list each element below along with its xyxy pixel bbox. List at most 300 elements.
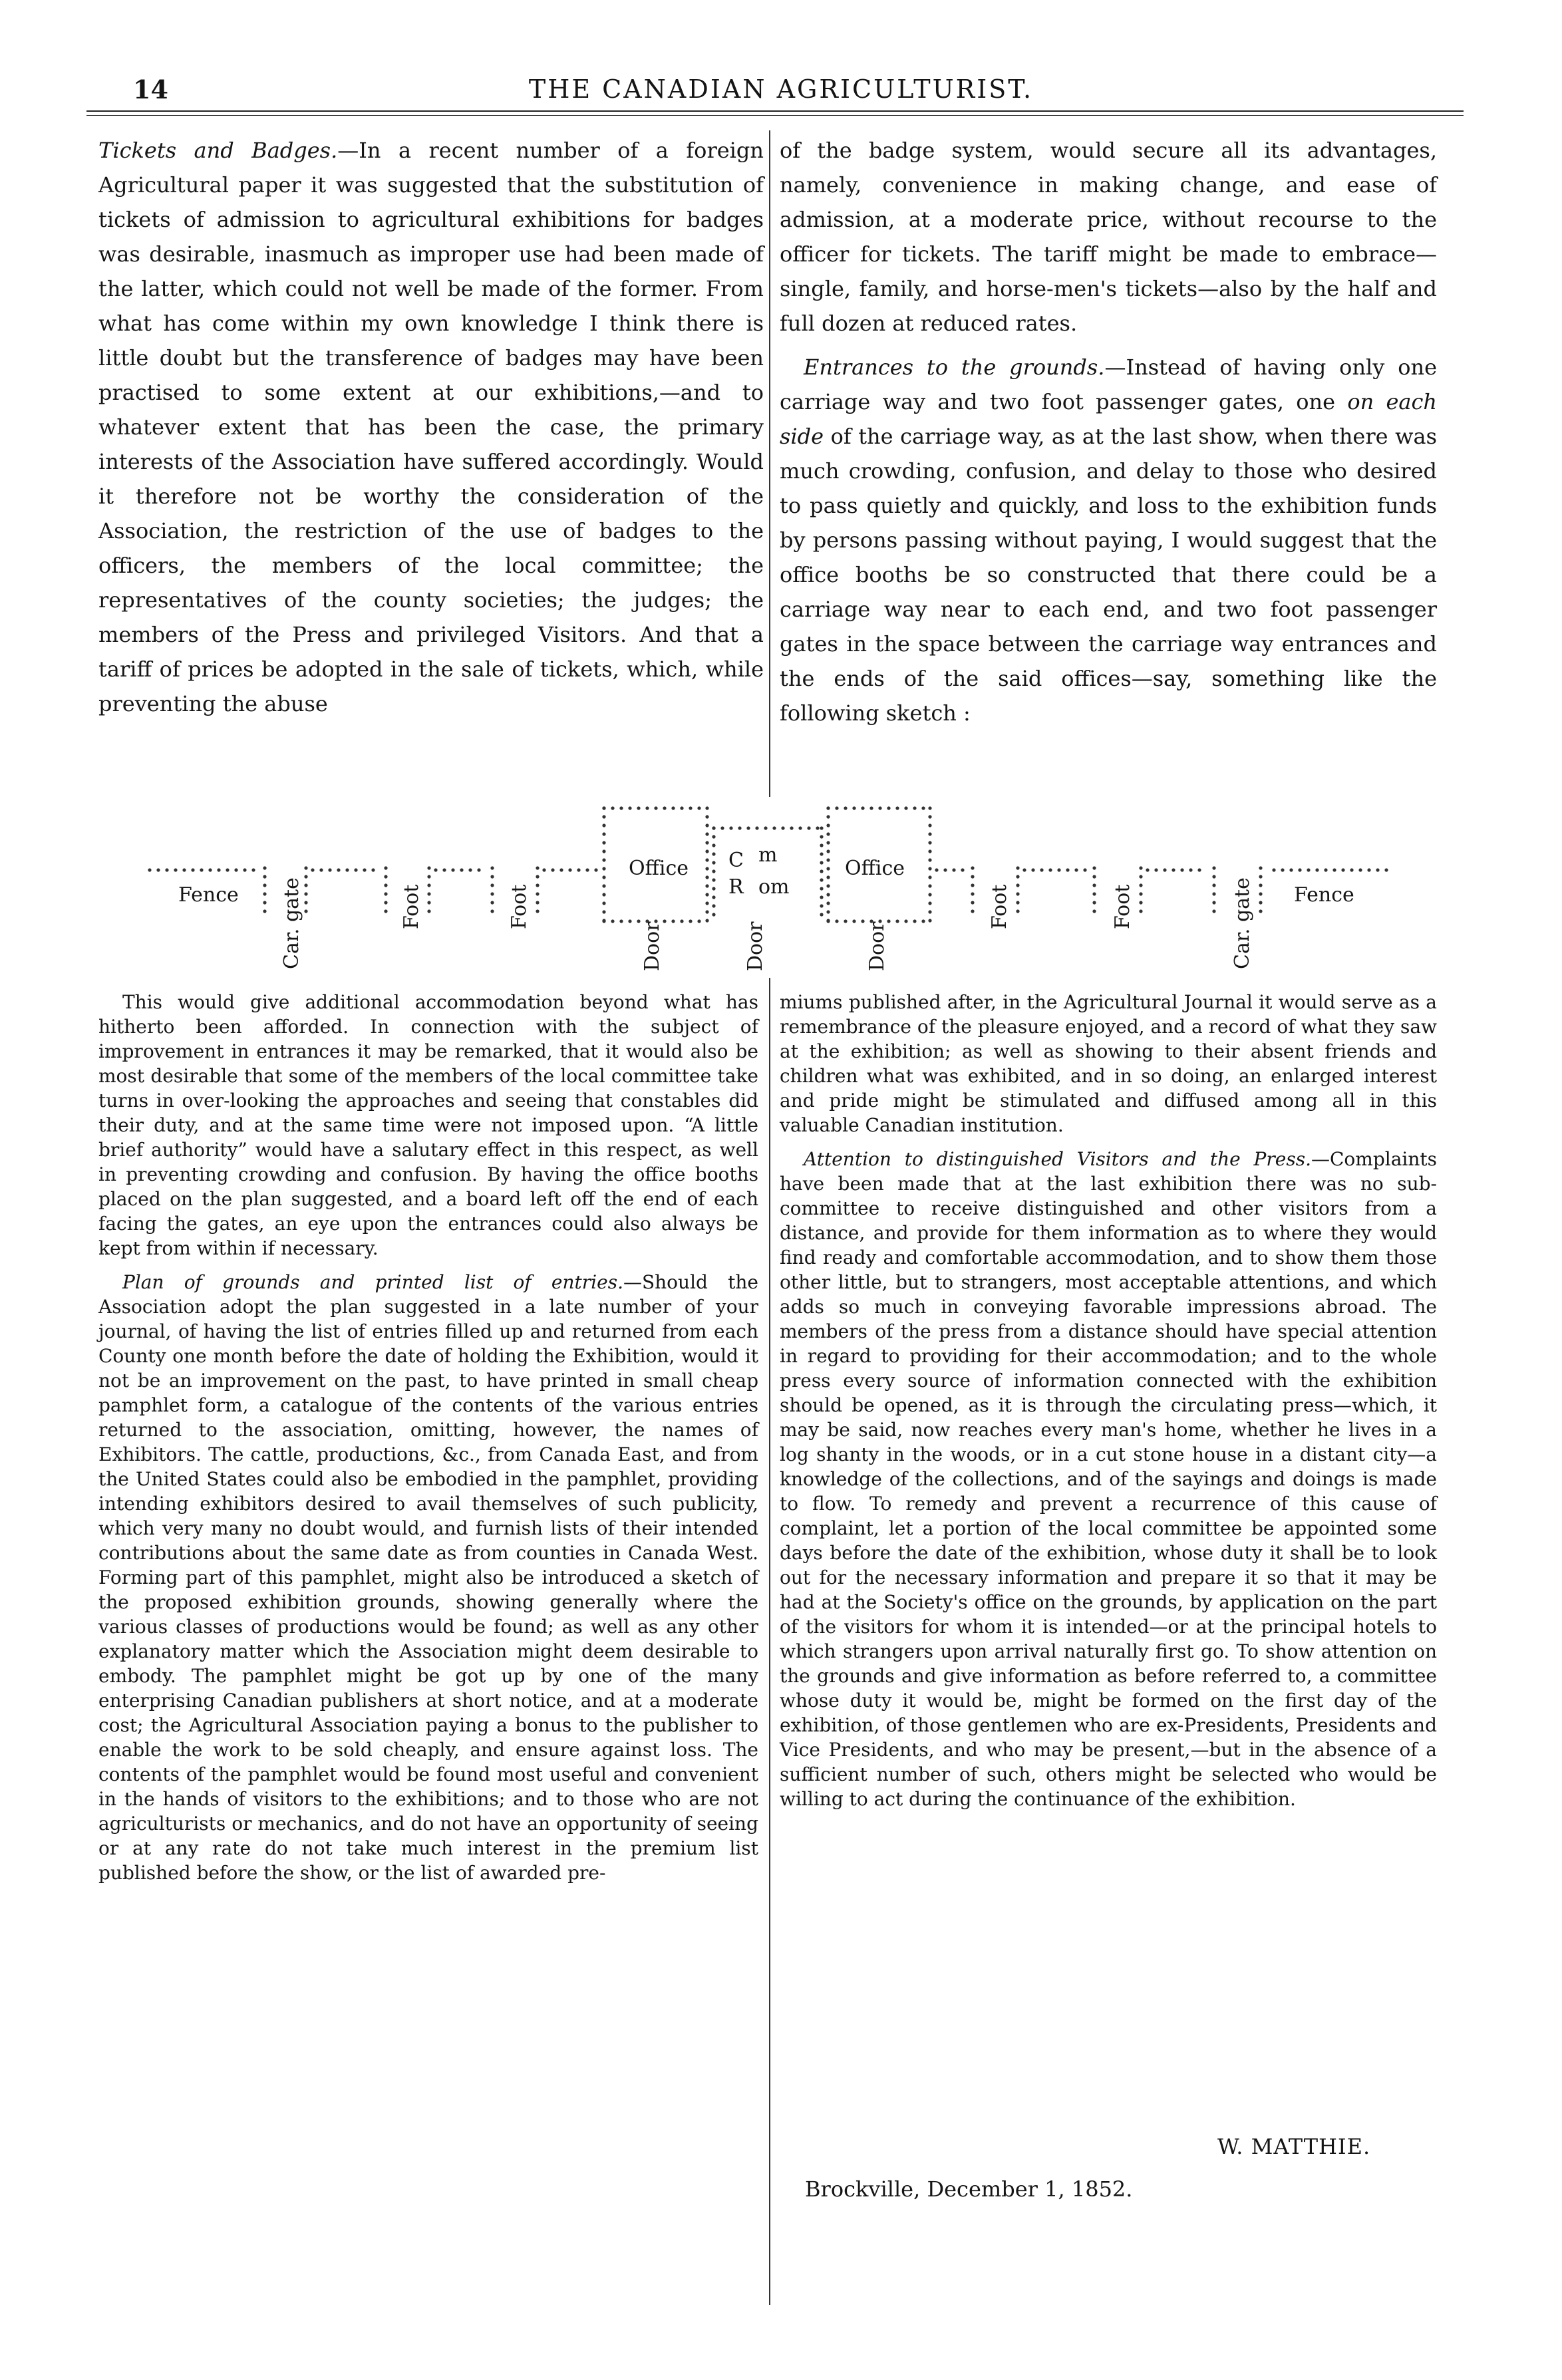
- sketch-dot: [712, 878, 715, 881]
- header-rule: [86, 110, 1464, 112]
- sketch-dot: [536, 866, 539, 869]
- sketch-dot: [1016, 892, 1019, 895]
- entrance-sketch-svg: [0, 795, 1562, 988]
- sketch-dot: [328, 868, 331, 871]
- sketch-dot: [928, 823, 931, 827]
- car-gate-left-label: Car. gate: [280, 877, 303, 969]
- badge-continuation-paragraph: of the badge system, would secure all its advantages, namely, convenience in making change, and ease of admission, at a moderate price, without recourse to the officer for tickets. The tariff might be made to embrace—single, family, and horse-men's tickets—also by the half and full dozen at reduced rates.: [780, 138, 1437, 336]
- sketch-dot: [243, 868, 246, 871]
- sketch-dot: [852, 919, 856, 923]
- sketch-dot: [345, 868, 349, 871]
- premiums-continuation-paragraph: miums published after, in the Agricultural Journal it would serve as a remembrance of the pleasure enjoyed, and a record of what they saw at the exhibition; as well as showing to their absent friends and children what was exhibited, and in so doing, an enlarged interest and pride might be stimulated and diffused among all in this valuable Canadian institution.: [780, 991, 1437, 1136]
- entrance-sketch: [0, 795, 1562, 988]
- sketch-dot: [1272, 868, 1275, 871]
- sketch-dot: [602, 867, 605, 870]
- sketch-dot: [536, 875, 539, 878]
- paragraph-text: —Should the Association adopt the plan suggested in a late number of your journal, of having the list of entries filled up and returned from each County one month before the date of holding the Exhibition, would it not be an improvement on the past, to have printed in small cheap pamphlet form, a catalogue of the contents of the various entries returned to the association, omitting, however, the names of Exhibitors. The cattle, productions, &c., from Canada East, and from the United States could also be embodied in the pamphlet, providing intending exhibitors desired to avail themselves of such publicity, which very many no doubt would, and furnish lists of their intended contributions about the same date as from counties in Canada West. Forming part of this pamphlet, might also be introduced a sketch of the proposed exhibition grounds, showing generally where the various classes of productions would be found; as well as any other explanatory matter which the Association might deem desirable to embody. The pamphlet might be got up by one of the many enterprising Canadian publishers at short notice, and at a moderate cost; the Agricultural Association paying a bonus to the publisher to enable the work to be sold cheaply, and ensure against loss. The contents of the pamphlet would be found most useful and convenient in the hands of visitors to the exhibitions; and to those who are not agriculturists or mechanics, and do not have an opportunity of seeing or at any rate do not take much interest in the premium list published before the show, or the list of awarded pre-: [98, 1271, 758, 1884]
- sketch-dot: [1048, 868, 1052, 871]
- sketch-dot: [551, 868, 554, 871]
- sketch-dot: [971, 892, 974, 895]
- sketch-dot: [304, 875, 307, 878]
- sketch-dot: [961, 868, 964, 871]
- sketch-dot: [165, 868, 168, 871]
- sketch-dot: [1066, 868, 1069, 871]
- sketch-dot: [536, 892, 539, 895]
- sketch-dot: [442, 868, 446, 871]
- sketch-dot: [384, 866, 387, 869]
- sketch-dot: [928, 841, 931, 844]
- office-right-label: Office: [845, 857, 905, 880]
- sketch-dot: [1092, 883, 1096, 887]
- sketch-dot: [1139, 901, 1142, 904]
- sketch-dot: [148, 868, 151, 871]
- sketch-dot: [705, 806, 708, 810]
- sketch-dot: [363, 868, 366, 871]
- sketch-dot: [1367, 868, 1370, 871]
- place-and-date: Brockville, December 1, 1852.: [805, 2176, 1133, 2202]
- sketch-dot: [705, 832, 708, 835]
- sketch-dot: [1259, 909, 1262, 913]
- sketch-dot: [602, 841, 605, 844]
- sketch-dot: [182, 868, 186, 871]
- sketch-dot: [536, 909, 539, 913]
- sketch-dot: [602, 884, 605, 887]
- sketch-dot: [943, 868, 947, 871]
- sketch-dot: [878, 806, 881, 810]
- door-label: Door: [641, 921, 664, 971]
- tickets-and-badges-paragraph: [98, 133, 764, 721]
- sketch-dot: [427, 875, 430, 878]
- sketch-dot: [712, 861, 715, 864]
- sketch-dot: [971, 883, 974, 887]
- sketch-dot: [434, 868, 437, 871]
- sketch-dot: [427, 909, 430, 913]
- sketch-dot: [1163, 868, 1166, 871]
- sketch-dot: [1376, 868, 1379, 871]
- sketch-dot: [611, 806, 614, 810]
- sketch-dot: [928, 901, 931, 905]
- sketch-dot: [705, 823, 708, 827]
- sketch-dot: [1212, 875, 1215, 878]
- sketch-dot: [861, 919, 864, 923]
- sketch-dot: [921, 919, 925, 923]
- sketch-dot: [191, 868, 194, 871]
- sketch-dot: [1016, 883, 1019, 887]
- sketch-dot: [1259, 875, 1262, 878]
- sketch-dot: [820, 843, 823, 847]
- sketch-dot: [971, 901, 974, 904]
- sketch-dot: [542, 868, 546, 871]
- sketch-dot: [1212, 866, 1215, 869]
- sketch-dot: [602, 806, 605, 810]
- sketch-dot: [1259, 901, 1262, 904]
- sketch-dot: [1212, 883, 1215, 887]
- sketch-dot: [826, 858, 830, 861]
- door-label: Door: [865, 921, 889, 971]
- sketch-dot: [602, 875, 605, 879]
- sketch-dot: [577, 868, 580, 871]
- sketch-dot: [689, 919, 692, 923]
- sketch-dot: [705, 884, 708, 887]
- foot-gate-label: Foot: [400, 884, 423, 929]
- sketch-dot: [602, 901, 605, 905]
- sketch-dot: [1259, 883, 1262, 887]
- sketch-dot: [835, 806, 838, 810]
- sketch-dot: [697, 806, 701, 810]
- sketch-dot: [1341, 868, 1344, 871]
- foot-gate-label: Foot: [988, 884, 1011, 929]
- sketch-dot: [712, 887, 715, 890]
- sketch-dot: [971, 909, 974, 913]
- author-signature: W. MATTHIE.: [1217, 2134, 1371, 2159]
- sketch-dot: [490, 875, 494, 878]
- sketch-dot: [826, 832, 830, 835]
- sketch-dot: [712, 904, 715, 907]
- column-divider-top: [769, 130, 770, 797]
- sketch-dot: [928, 875, 931, 879]
- sketch-dot: [1016, 866, 1019, 869]
- sketch-dot: [826, 867, 830, 870]
- paragraph-text: —Complaints have been made that at the last exhibition there was no sub-committee to receive distinguished and other visitors from a distance, and provide for them information as to where they would find ready and comfortable accommodation, and to show them those other little, but to strangers, most acceptable attentions, and which adds so much in conveying favorable impressions abroad. The members of the press from a distance should have special attention in regard to providing for their accommodation; and to the whole press every source of information connected with the exhibition should be opened, as it is through the circulating press—which, it may be said, now reaches every man's home, whether he lives in a log shanty in the woods, or in a cut stone house in a distant city—a knowledge of the collections, and of the sayings and doings is made to flow. To remedy and prevent a recurrence of this cause of complaint, let a portion of the local committee be appointed some days before the date of the exhibition, whose duty it shall be to look out for the necessary information and prepare it so that it may be had at the Society's office on the grounds, by application on the part of the visitors for whom it is intended—or at the principal hotels to which strangers upon arrival naturally first go. To show attention on the grounds and give information as before referred to, a committee whose duty it would be, might be formed on the first day of the exhibition, of those gentlemen who are ex-Presidents, Presidents and Vice Presidents, and who may be present,—but in the absence of a sufficient number of such, others might be selected who would be willing to act during the continuance of the exhibition.: [780, 1148, 1437, 1810]
- sketch-dot: [628, 919, 631, 923]
- sketch-dot: [1031, 868, 1034, 871]
- fence-left-label: Fence: [178, 883, 239, 907]
- sketch-dot: [826, 849, 830, 853]
- foot-gate-label: Foot: [1111, 884, 1134, 929]
- sketch-dot: [1139, 892, 1142, 895]
- sketch-dot: [304, 883, 307, 887]
- committee-room-label: m: [758, 843, 778, 867]
- sketch-dot: [427, 901, 430, 904]
- sketch-dot: [208, 868, 212, 871]
- sketch-dot: [602, 832, 605, 835]
- paragraph-text: —Instead of having only one carriage way and two foot passenger gates, one: [780, 355, 1437, 414]
- sketch-dot: [1092, 866, 1096, 869]
- sketch-dot: [251, 868, 255, 871]
- sketch-dot: [1332, 868, 1336, 871]
- sketch-dot: [602, 893, 605, 896]
- sketch-dot: [712, 895, 715, 899]
- sketch-dot: [887, 806, 890, 810]
- sketch-dot: [477, 868, 480, 871]
- sketch-dot: [427, 866, 430, 869]
- sketch-dot: [928, 867, 931, 870]
- sketch-dot: [913, 806, 916, 810]
- sketch-dot: [1083, 868, 1086, 871]
- sketch-dot: [1259, 866, 1262, 869]
- sketch-dot: [263, 883, 266, 887]
- sketch-dot: [820, 852, 823, 855]
- sketch-dot: [671, 806, 675, 810]
- sketch-dot: [602, 849, 605, 853]
- sketch-dot: [1298, 868, 1301, 871]
- sketch-dot: [1139, 875, 1142, 878]
- sketch-dot: [263, 909, 266, 913]
- sketch-dot: [1358, 868, 1362, 871]
- sketch-dot: [826, 806, 830, 810]
- sketch-dot: [1057, 868, 1060, 871]
- sketch-dot: [602, 910, 605, 913]
- entrances-paragraph: [780, 350, 1437, 730]
- sketch-dot: [602, 823, 605, 827]
- sketch-dot: [705, 893, 708, 896]
- sketch-dot: [384, 909, 387, 913]
- sketch-dot: [384, 875, 387, 878]
- sketch-dot: [826, 919, 830, 923]
- sketch-dot: [689, 806, 692, 810]
- sketch-dot: [1092, 909, 1096, 913]
- sketch-dot: [1197, 868, 1201, 871]
- foot-gate-label: Foot: [508, 884, 531, 929]
- sketch-dot: [746, 826, 750, 829]
- sketch-dot: [705, 901, 708, 905]
- sketch-dot: [680, 806, 683, 810]
- sketch-dot: [826, 910, 830, 913]
- sketch-dot: [820, 904, 823, 907]
- top-left-column: [98, 133, 764, 721]
- sketch-dot: [971, 866, 974, 869]
- sketch-dot: [354, 868, 357, 871]
- sketch-dot: [729, 826, 732, 829]
- sketch-dot: [705, 849, 708, 853]
- sketch-dot: [697, 919, 701, 923]
- sketch-dot: [1139, 909, 1142, 913]
- sketch-dot: [712, 913, 715, 916]
- sketch-dot: [928, 806, 931, 810]
- sketch-dot: [904, 806, 907, 810]
- sketch-dot: [619, 919, 623, 923]
- sketch-dot: [852, 806, 856, 810]
- sketch-dot: [654, 806, 657, 810]
- bottom-left-column: [98, 990, 758, 1885]
- sketch-dot: [536, 883, 539, 887]
- sketch-dot: [705, 910, 708, 913]
- section-heading: Plan of grounds and printed list of entries.: [122, 1271, 623, 1293]
- sketch-dot: [1016, 875, 1019, 878]
- section-heading: Tickets and Badges.: [98, 138, 338, 163]
- sketch-dot: [226, 868, 229, 871]
- sketch-dot: [1289, 868, 1293, 871]
- sketch-dot: [602, 815, 605, 818]
- plan-of-grounds-paragraph: [98, 1270, 758, 1885]
- sketch-dot: [764, 826, 767, 829]
- section-heading: Attention to distinguished Visitors and the Press.: [804, 1148, 1311, 1170]
- sketch-dot: [928, 849, 931, 853]
- sketch-dot: [663, 806, 666, 810]
- sketch-dot: [928, 893, 931, 896]
- sketch-dot: [913, 919, 916, 923]
- car-gate-right-label: Car. gate: [1231, 877, 1254, 969]
- top-right-column: [780, 133, 1437, 730]
- sketch-dot: [263, 901, 266, 904]
- sketch-dot: [705, 919, 708, 922]
- sketch-dot: [490, 866, 494, 869]
- sketch-dot: [1146, 868, 1149, 871]
- sketch-dot: [712, 852, 715, 855]
- sketch-dot: [460, 868, 463, 871]
- sketch-dot: [1139, 866, 1142, 869]
- sketch-dot: [928, 858, 931, 861]
- sketch-dot: [384, 892, 387, 895]
- sketch-dot: [712, 869, 715, 873]
- visitors-and-press-paragraph: [780, 1147, 1437, 1811]
- sketch-dot: [712, 835, 715, 838]
- sketch-dot: [1281, 868, 1284, 871]
- sketch-dot: [1074, 868, 1078, 871]
- sketch-dot: [820, 913, 823, 916]
- committee-room-label: R: [728, 875, 744, 899]
- emphasis-text: on each side: [780, 389, 1438, 449]
- sketch-dot: [371, 868, 375, 871]
- sketch-dot: [1040, 868, 1043, 871]
- sketch-dot: [645, 806, 649, 810]
- sketch-dot: [928, 815, 931, 818]
- sketch-dot: [217, 868, 220, 871]
- sketch-dot: [384, 901, 387, 904]
- sketch-dot: [1172, 868, 1175, 871]
- sketch-dot: [820, 895, 823, 899]
- sketch-dot: [337, 868, 340, 871]
- sketch-dot: [928, 910, 931, 913]
- running-title: THE CANADIAN AGRICULTURIST.: [528, 74, 1034, 104]
- sketch-dot: [1092, 875, 1096, 878]
- sketch-dot: [1189, 868, 1192, 871]
- sketch-dot: [835, 919, 838, 923]
- sketch-dot: [755, 826, 758, 829]
- sketch-dot: [427, 883, 430, 887]
- sketch-dot: [468, 868, 472, 871]
- sketch-dot: [1154, 868, 1158, 871]
- sketch-dot: [1180, 868, 1183, 871]
- sketch-dot: [384, 883, 387, 887]
- sketch-dot: [671, 919, 675, 923]
- sketch-dot: [594, 868, 597, 871]
- sketch-dot: [304, 892, 307, 895]
- sketch-dot: [820, 861, 823, 864]
- sketch-dot: [935, 868, 938, 871]
- sketch-dot: [1139, 883, 1142, 887]
- sketch-dot: [1092, 892, 1096, 895]
- sketch-dot: [895, 806, 899, 810]
- sketch-dot: [585, 868, 589, 871]
- sketch-dot: [602, 919, 605, 923]
- section-heading: Entrances to the grounds.: [804, 355, 1105, 380]
- sketch-dot: [705, 867, 708, 870]
- sketch-dot: [928, 884, 931, 887]
- sketch-dot: [1092, 901, 1096, 904]
- sketch-dot: [1307, 868, 1310, 871]
- sketch-dot: [820, 887, 823, 890]
- sketch-dot: [1384, 868, 1388, 871]
- sketch-dot: [826, 841, 830, 844]
- sketch-dot: [705, 815, 708, 818]
- sketch-dot: [200, 868, 203, 871]
- sketch-dot: [781, 826, 784, 829]
- sketch-dot: [1022, 868, 1026, 871]
- sketch-dot: [304, 901, 307, 904]
- sketch-dot: [826, 875, 830, 879]
- sketch-dot: [826, 823, 830, 827]
- sketch-dot: [1016, 901, 1019, 904]
- sketch-dot: [921, 806, 925, 810]
- header-rule-thin: [86, 115, 1464, 116]
- sketch-dot: [304, 909, 307, 913]
- sketch-dot: [904, 919, 907, 923]
- sketch-dot: [895, 919, 899, 923]
- page-number: 14: [133, 74, 168, 104]
- sketch-dot: [861, 806, 864, 810]
- committee-room-label: C: [728, 849, 744, 872]
- bottom-right-column: [780, 990, 1437, 1811]
- sketch-dot: [820, 835, 823, 838]
- sketch-dot: [263, 892, 266, 895]
- sketch-dot: [816, 826, 819, 829]
- sketch-dot: [628, 806, 631, 810]
- sketch-dot: [568, 868, 571, 871]
- sketch-dot: [952, 868, 955, 871]
- paragraph-text: of the carriage way, as at the last show, when there was much crowding, confusion, and delay to those who desired to pass quietly and quickly, and loss to the exhibition funds by persons passing without paying, I would suggest that the office booths be so constructed that there could be a carriage way near to each end, and two foot passenger gates in the space between the carriage way entrances and the ends of the said offices—say, something like the following sketch :: [780, 424, 1437, 726]
- sketch-dot: [928, 832, 931, 835]
- sketch-dot: [705, 858, 708, 861]
- sketch-dot: [1315, 868, 1319, 871]
- sketch-dot: [1212, 909, 1215, 913]
- sketch-dot: [1212, 901, 1215, 904]
- sketch-dot: [490, 901, 494, 904]
- sketch-dot: [971, 875, 974, 878]
- sketch-dot: [319, 868, 323, 871]
- sketch-dot: [536, 901, 539, 904]
- sketch-dot: [174, 868, 177, 871]
- door-label: Door: [744, 921, 767, 971]
- sketch-dot: [820, 878, 823, 881]
- sketch-dot: [712, 843, 715, 847]
- sketch-dot: [826, 884, 830, 887]
- sketch-dot: [637, 806, 640, 810]
- sketch-dot: [798, 826, 802, 829]
- sketch-dot: [928, 919, 931, 922]
- sketch-dot: [156, 868, 160, 871]
- sketch-dot: [712, 826, 715, 829]
- sketch-dot: [427, 892, 430, 895]
- sketch-dot: [559, 868, 563, 871]
- accommodation-paragraph: This would give additional accommodation beyond what has hitherto been afforded. In connection with the subject of improvement in entrances it may be remarked, that it would also be most desirable that some of the members of the local committee take turns in over-looking the approaches and seeing that constables did their duty, and at the same time were not imposed upon. “A little brief authority” would have a salutary effect in this respect, as well in preventing crowding and confusion. By having the office booths placed on the plan suggested, and a board left off the end of each facing the gates, an eye upon the entrances could also always be kept from within if necessary.: [98, 991, 758, 1259]
- sketch-dot: [611, 919, 614, 923]
- sketch-dot: [490, 892, 494, 895]
- sketch-dot: [844, 919, 847, 923]
- sketch-dot: [1350, 868, 1353, 871]
- sketch-dot: [263, 866, 266, 869]
- sketch-dot: [826, 901, 830, 905]
- sketch-dot: [869, 806, 873, 810]
- sketch-dot: [1016, 909, 1019, 913]
- sketch-dot: [738, 826, 741, 829]
- sketch-dot: [490, 883, 494, 887]
- sketch-dot: [637, 919, 640, 923]
- sketch-dot: [720, 826, 724, 829]
- sketch-dot: [705, 841, 708, 844]
- paragraph-text: —In a recent number of a foreign Agricultural paper it was suggested that the substitution of tickets of admission to agricultural exhibitions for badges was desirable, inasmuch as improper use had been made of the latter, which could not well be made of the former. From what has come within my own knowledge I think there is little doubt but the transference of badges may have been practised to some extent at our exhibitions,—and to whatever extent that has been the case, the primary interests of the Association have suffered accordingly. Would it therefore not be worthy the consideration of the Association, the restriction of the use of badges to the officers, the members of the local committee; the representatives of the county societies; the judges; the members of the Press and privileged Visitors. And that a tariff of prices be adopted in the sale of tickets, which, while preventing the abuse: [98, 138, 764, 716]
- sketch-dot: [705, 875, 708, 879]
- sketch-dot: [820, 826, 823, 829]
- sketch-dot: [602, 858, 605, 861]
- committee-room-label: om: [758, 875, 790, 899]
- office-left-label: Office: [629, 857, 689, 880]
- sketch-dot: [234, 868, 237, 871]
- sketch-dot: [311, 868, 314, 871]
- sketch-dot: [451, 868, 454, 871]
- sketch-dot: [807, 826, 810, 829]
- sketch-dot: [263, 875, 266, 878]
